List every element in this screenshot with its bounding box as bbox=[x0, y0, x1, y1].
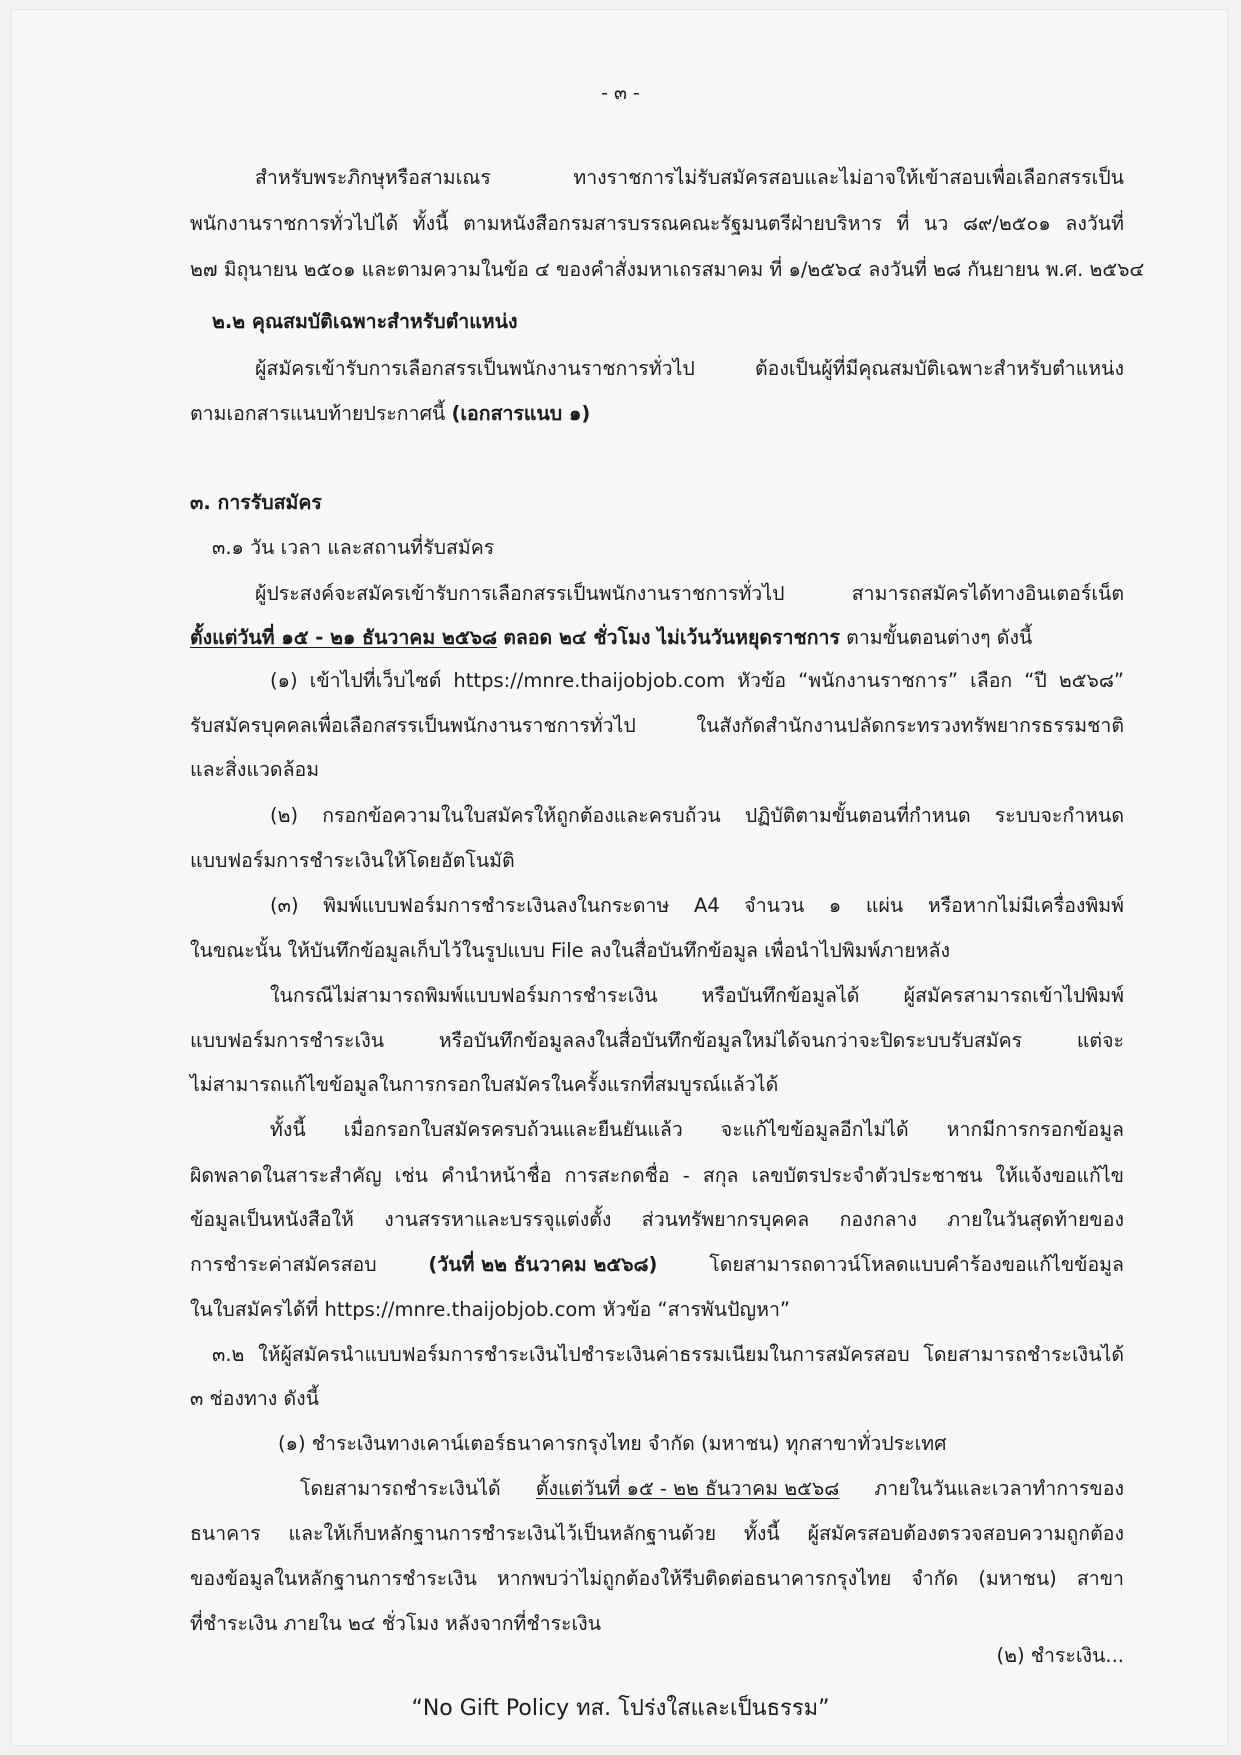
section-3-intro-line-2: ตั้งแต่วันที่ ๑๕ - ๒๑ ธันวาคม ๒๕๖๘ ตลอด ๒๔ ชั่วโมง ไม่เว้นวันหยุดราชการ ตามขั้นตอนต่างๆ ดังนี้ bbox=[190, 626, 1033, 649]
para-monk-line-1: สำหรับพระภิกษุหรือสามเณร ทางราชการไม่รับสมัครสอบและไม่อาจให้เข้าสอบเพื่อเลือกสรรเป็น bbox=[255, 166, 1124, 189]
section-3-2-line-1: ๓.๒ ให้ผู้สมัครนำแบบฟอร์มการชำระเงินไปชำระเงินค่าธรรมเนียมในการสมัครสอบ โดยสามารถชำระเงินได้ bbox=[212, 1343, 1124, 1366]
step-2-line-2: แบบฟอร์มการชำระเงินให้โดยอัตโนมัติ bbox=[190, 849, 515, 872]
section-3-1-heading: ๓.๑ วัน เวลา และสถานที่รับสมัคร bbox=[212, 536, 495, 559]
payment-period: ตั้งแต่วันที่ ๑๕ - ๒๒ ธันวาคม ๒๕๖๘ bbox=[535, 1477, 840, 1500]
application-period: ตั้งแต่วันที่ ๑๕ - ๒๑ ธันวาคม ๒๕๖๘ bbox=[190, 626, 498, 649]
step-1-line-3: และสิ่งแวดล้อม bbox=[190, 758, 320, 781]
note-line-1: ทั้งนี้ เมื่อกรอกใบสมัครครบถ้วนและยืนยันแล้ว จะแก้ไขข้อมูลอีกไม่ได้ หากมีการกรอกข้อมูล bbox=[270, 1118, 1124, 1141]
section-3-heading: ๓. การรับสมัคร bbox=[190, 491, 322, 514]
section-2-2-line-1: ผู้สมัครเข้ารับการเลือกสรรเป็นพนักงานราชการทั่วไป ต้องเป็นผู้ที่มีคุณสมบัติเฉพาะสำหรับตำแหน่ง bbox=[255, 357, 1124, 380]
continuation-marker: (๒) ชำระเงิน... bbox=[996, 1644, 1124, 1667]
fee-deadline: (วันที่ ๒๒ ธันวาคม ๒๕๖๘) bbox=[428, 1253, 658, 1276]
footer-policy: “No Gift Policy ทส. โปร่งใสและเป็นธรรม” bbox=[411, 1696, 830, 1721]
case-line-1: ในกรณีไม่สามารถพิมพ์แบบฟอร์มการชำระเงิน หรือบันทึกข้อมูลได้ ผู้สมัครสามารถเข้าไปพิมพ์ bbox=[270, 984, 1124, 1007]
section-2-2-line-2: ตามเอกสารแนบท้ายประกาศนี้ (เอกสารแนบ ๑) bbox=[190, 402, 591, 425]
case-line-2: แบบฟอร์มการชำระเงิน หรือบันทึกข้อมูลลงในสื่อบันทึกข้อมูลใหม่ได้จนกว่าจะปิดระบบรับสมัคร แต่จะ bbox=[190, 1029, 1124, 1052]
step-2-line-1: (๒) กรอกข้อความในใบสมัครให้ถูกต้องและครบถ้วน ปฏิบัติตามขั้นตอนที่กำหนด ระบบจะกำหนด bbox=[270, 804, 1124, 827]
note-line-3: ข้อมูลเป็นหนังสือให้ งานสรรหาและบรรจุแต่งตั้ง ส่วนทรัพยากรบุคคล กองกลาง ภายในวันสุดท้ายของ bbox=[190, 1208, 1124, 1231]
step-1-line-2: รับสมัครบุคคลเพื่อเลือกสรรเป็นพนักงานราชการทั่วไป ในสังกัดสำนักงานปลัดกระทรวงทรัพยากรธรรมชาติ bbox=[190, 714, 1124, 737]
payment-1-line-1: โดยสามารถชำระเงินได้ ตั้งแต่วันที่ ๑๕ - ๒๒ ธันวาคม ๒๕๖๘ ภายในวันและเวลาทำการของ bbox=[300, 1475, 1124, 1503]
para-monk-line-3: ๒๗ มิถุนายน ๒๕๐๑ และตามความในข้อ ๔ ของคำสั่งมหาเถรสมาคม ที่ ๑/๒๕๖๔ ลงวันที่ ๒๘ กันยายน พ.ศ. ๒๕๖๔ bbox=[190, 258, 1145, 281]
note-line-2: ผิดพลาดในสาระสำคัญ เช่น คำนำหน้าชื่อ การสะกดชื่อ - สกุล เลขบัตรประจำตัวประชาชน ให้แจ้งขอแก้ไข bbox=[190, 1164, 1124, 1187]
section-3-2-line-2: ๓ ช่องทาง ดังนี้ bbox=[190, 1387, 320, 1410]
payment-1-title: (๑) ชำระเงินทางเคาน์เตอร์ธนาคารกรุงไทย จำกัด (มหาชน) ทุกสาขาทั่วประเทศ bbox=[278, 1432, 947, 1455]
para-monk-line-2: พนักงานราชการทั่วไปได้ ทั้งนี้ ตามหนังสือกรมสารบรรณคณะรัฐมนตรีฝ่ายบริหาร ที่ นว ๘๙/๒๕๐๑ ลงวันที่ bbox=[190, 212, 1124, 235]
payment-1-line-2: ธนาคาร และให้เก็บหลักฐานการชำระเงินไว้เป็นหลักฐานด้วย ทั้งนี้ ผู้สมัครสอบต้องตรวจสอบความถูกต้อง bbox=[190, 1522, 1124, 1545]
section-2-2-heading: ๒.๒ คุณสมบัติเฉพาะสำหรับตำแหน่ง bbox=[212, 310, 518, 333]
note-line-4: การชำระค่าสมัครสอบ (วันที่ ๒๒ ธันวาคม ๒๕๖๘) โดยสามารถดาวน์โหลดแบบคำร้องขอแก้ไขข้อมูล bbox=[190, 1251, 1124, 1279]
payment-1-line-4: ที่ชำระเงิน ภายใน ๒๔ ชั่วโมง หลังจากที่ชำระเงิน bbox=[190, 1612, 602, 1635]
step-1-line-1: (๑) เข้าไปที่เว็บไซต์ https://mnre.thaijobjob.com หัวข้อ “พนักงานราชการ” เลือก “ปี ๒๕๖๘” bbox=[270, 669, 1124, 692]
payment-1-line-3: ของข้อมูลในหลักฐานการชำระเงิน หากพบว่าไม่ถูกต้องให้รีบติดต่อธนาคารกรุงไทย จำกัด (มหาชน) สาขา bbox=[190, 1567, 1124, 1590]
step-3-line-1: (๓) พิมพ์แบบฟอร์มการชำระเงินลงในกระดาษ A4 จำนวน ๑ แผ่น หรือหากไม่มีเครื่องพิมพ์ bbox=[270, 894, 1124, 917]
page-number: - ๓ - bbox=[601, 82, 640, 104]
section-3-intro-line-1: ผู้ประสงค์จะสมัครเข้ารับการเลือกสรรเป็นพนักงานราชการทั่วไป สามารถสมัครได้ทางอินเตอร์เน็ต bbox=[255, 582, 1124, 605]
step-3-line-2: ในขณะนั้น ให้บันทึกข้อมูลเก็บไว้ในรูปแบบ File ลงในสื่อบันทึกข้อมูล เพื่อนำไปพิมพ์ภายหลัง bbox=[190, 939, 951, 962]
note-line-5: ในใบสมัครได้ที่ https://mnre.thaijobjob.com หัวข้อ “สารพันปัญหา” bbox=[190, 1298, 791, 1321]
case-line-3: ไม่สามารถแก้ไขข้อมูลในการกรอกใบสมัครในครั้งแรกที่สมบูรณ์แล้วได้ bbox=[190, 1073, 779, 1096]
application-hours: ตลอด ๒๔ ชั่วโมง ไม่เว้นวันหยุดราชการ bbox=[503, 626, 840, 649]
attachment-ref: (เอกสารแนบ ๑) bbox=[451, 402, 591, 425]
